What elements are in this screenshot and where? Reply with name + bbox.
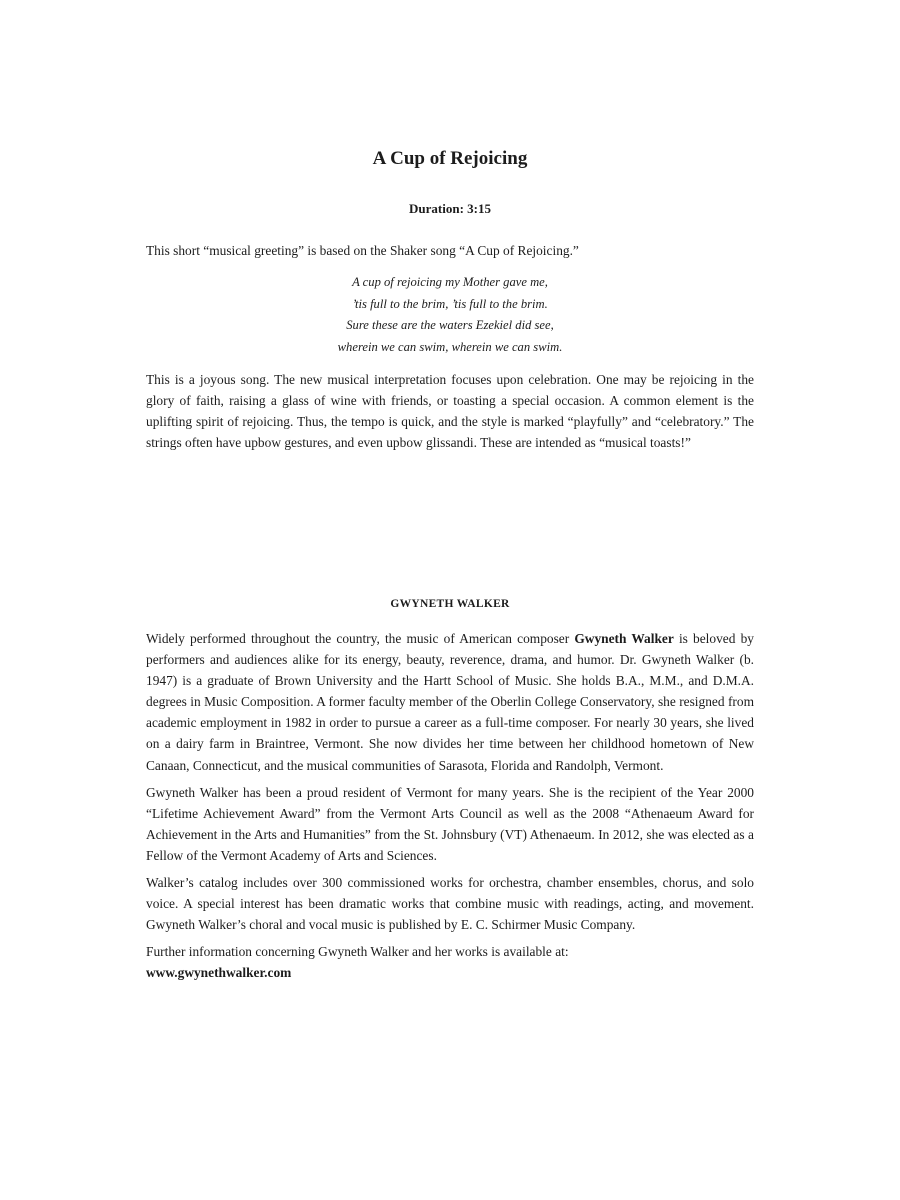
description-paragraph: This is a joyous song. The new musical interpretation focuses upon celebration. One may be rejoicing in the glory of faith, raising a glass of wine with friends, or toasting a special occasion. A common element is the uplifting spirit of rejoicing. Thus, the tempo is quick, and the style is marked “playfully” and “celebratory.” The strings often have upbow gestures, and even upbow glissandi. These are intended as “musical toasts!” bbox=[146, 372, 754, 450]
bio-heading: GWYNETH WALKER bbox=[390, 598, 510, 610]
composer-name: Gwyneth Walker bbox=[574, 631, 674, 646]
verse-line: A cup of rejoicing my Mother gave me, bbox=[352, 275, 548, 289]
bio-p1-after: is beloved by performers and audiences alike for its energy, beauty, reverence, drama, and humor. Dr. Gwyneth Walker (b. 1947) is a graduate of Brown University and the Hartt School of Music. She holds B.A., M.M., and D.M.A. degrees in Music Composition. A former faculty member of the Oberlin College Conservatory, she resigned from academic employment in 1982 in order to pursue a career as a full-time composer. For nearly 30 years, she lived on a dairy farm in Braintree, Vermont. She now divides her time between her childhood hometown of New Canaan, Connecticut, and the musical communities of Sarasota, Florida and Randolph, Vermont. bbox=[146, 631, 754, 773]
further-info-text: Further information concerning Gwyneth Walker and her works is available at: bbox=[146, 944, 569, 960]
page-title: A Cup of Rejoicing bbox=[372, 148, 528, 169]
verse-line: wherein we can swim, wherein we can swim. bbox=[337, 339, 563, 354]
duration-label: Duration: 3:15 bbox=[409, 201, 491, 216]
verse-line: ’tis full to the brim, ’tis full to the brim. bbox=[352, 296, 548, 311]
bio-paragraph-4 bbox=[146, 941, 754, 983]
composer-bio bbox=[146, 628, 754, 990]
bio-p1-before: Widely performed throughout the country, the music of American composer bbox=[146, 631, 575, 646]
shaker-verse bbox=[146, 272, 754, 358]
intro-paragraph: This short “musical greeting” is based on the Shaker song “A Cup of Rejoicing.” bbox=[146, 243, 579, 258]
bio-paragraph-3: Walker’s catalog includes over 300 commissioned works for orchestra, chamber ensembles, chorus, and solo voice. A special interest has been dramatic works that combine music with readings, acting, and movement. Gwyneth Walker’s choral and vocal music is published by E. C. Schirmer Music Company. bbox=[146, 875, 754, 933]
verse-line: Sure these are the waters Ezekiel did see, bbox=[346, 318, 554, 332]
website-link[interactable]: www.gwynethwalker.com bbox=[146, 965, 292, 981]
bio-paragraph-1 bbox=[146, 628, 754, 776]
document-page bbox=[146, 0, 754, 1200]
bio-paragraph-2: Gwyneth Walker has been a proud resident of Vermont for many years. She is the recipient of the Year 2000 “Lifetime Achievement Award” from the Vermont Arts Council as well as the 2008 “Athenaeum Award for Achievement in the Arts and Humanities” from the St. Johnsbury (VT) Athenaeum. In 2012, she was elected as a Fellow of the Vermont Academy of Arts and Sciences. bbox=[146, 784, 754, 863]
